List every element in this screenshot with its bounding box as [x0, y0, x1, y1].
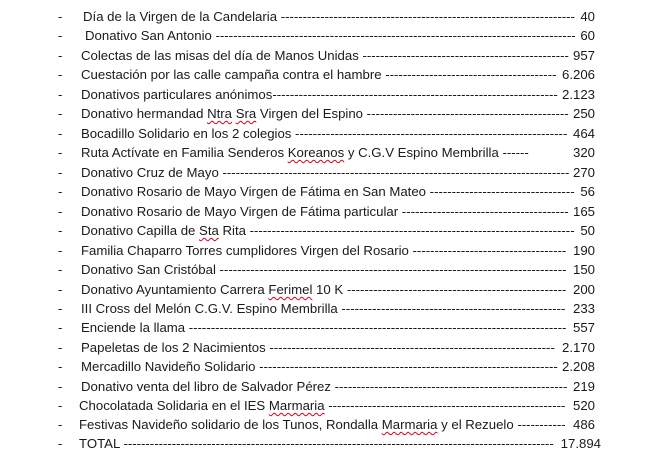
bullet: -	[58, 398, 63, 413]
bullet: -	[58, 282, 63, 297]
item-amount: 320	[572, 145, 595, 160]
bullet: -	[58, 301, 63, 316]
list-item	[0, 280, 656, 299]
item-amount: 486	[572, 417, 595, 432]
item-label: Donativo Cruz de Mayo -------------------------------------------------------------------------------	[81, 165, 570, 180]
item-label: Donativo Rosario de Mayo Virgen de Fátima particular --------------------------------------	[81, 204, 569, 219]
item-label: Colectas de las misas del día de Manos Unidas -----------------------------------------------	[81, 48, 569, 63]
item-amount: 233	[572, 301, 595, 316]
bullet: -	[58, 204, 63, 219]
list-item	[0, 202, 656, 221]
item-label: Festivas Navideño solidario de los Tunos, Rondalla Marmaria y el Rezuelo -----------	[79, 417, 566, 432]
bullet: -	[58, 243, 63, 258]
item-amount: 557	[572, 320, 595, 335]
item-label: Ruta Actívate en Familia Senderos Koreanos y C.G.V Espino Membrilla ------	[81, 145, 529, 160]
item-amount: 2.208	[561, 359, 595, 374]
bullet: -	[58, 9, 63, 24]
bullet: -	[58, 184, 63, 199]
item-label: Día de la Virgen de la Candelaria -------------------------------------------------------------------	[83, 9, 575, 24]
item-amount: 2.123	[561, 87, 595, 102]
bullet: -	[58, 48, 63, 63]
item-amount: 219	[572, 379, 595, 394]
bullet: -	[58, 379, 63, 394]
total-amount: 17.894	[560, 436, 601, 451]
item-label: Enciende la llama --------------------------------------------------------------------------------------	[81, 320, 567, 335]
list-item	[0, 357, 656, 376]
bullet: -	[58, 436, 63, 451]
item-amount: 520	[572, 398, 595, 413]
item-label: Donativo venta del libro de Salvador Pérez -----------------------------------------------------	[81, 379, 568, 394]
item-amount: 2.170	[561, 340, 595, 355]
item-amount: 40	[580, 9, 595, 24]
item-label: Donativos particulares anónimos-----------------------------------------------------------------	[81, 87, 558, 102]
bullet: -	[58, 359, 63, 374]
item-label: Donativo Capilla de Sta Rita --------------------------------------------------------------------------	[81, 223, 575, 238]
item-amount: 250	[572, 106, 595, 121]
list-item	[0, 221, 656, 240]
item-label: Donativo Ayuntamiento Carrera Ferimel 10 K --------------------------------------------------	[81, 282, 567, 297]
list-item	[0, 46, 656, 65]
item-label: Donativo San Cristóbal -------------------------------------------------------------------------------	[81, 262, 567, 277]
item-label: Mercadillo Navideño Solidario --------------------------------------------------------------------	[81, 359, 558, 374]
item-amount: 56	[580, 184, 595, 199]
item-label: Familia Chaparro Torres cumplidores Virgen del Rosario -----------------------------------	[81, 243, 567, 258]
item-label: Donativo San Antonio ----------------------------------------------------------------------------------	[85, 28, 576, 43]
list-item	[0, 338, 656, 357]
list-item	[0, 396, 656, 415]
list-item	[0, 124, 656, 143]
item-amount: 150	[572, 262, 595, 277]
bullet: -	[58, 67, 63, 82]
list-item	[0, 85, 656, 104]
list-item	[0, 318, 656, 337]
list-item	[0, 26, 656, 45]
list-item	[0, 7, 656, 26]
item-amount: 200	[572, 282, 595, 297]
bullet: -	[58, 28, 63, 43]
list-item	[0, 260, 656, 279]
item-label: Donativo Rosario de Mayo Virgen de Fátima en San Mateo ---------------------------------	[81, 184, 575, 199]
item-amount: 464	[572, 126, 595, 141]
list-item	[0, 299, 656, 318]
item-amount: 270	[572, 165, 595, 180]
item-amount: 50	[580, 223, 595, 238]
total-label: TOTAL --------------------------------------------------------------------------------------------------	[79, 436, 554, 451]
list-item	[0, 415, 656, 434]
list-item	[0, 182, 656, 201]
list-item	[0, 377, 656, 396]
total-row	[0, 434, 656, 453]
list-item	[0, 104, 656, 123]
item-amount: 190	[572, 243, 595, 258]
list-item	[0, 241, 656, 260]
item-label: III Cross del Melón C.G.V. Espino Membrilla ---------------------------------------------------	[81, 301, 566, 316]
bullet: -	[58, 165, 63, 180]
bullet: -	[58, 417, 63, 432]
item-label: Papeletas de los 2 Nacimientos -----------------------------------------------------------------	[81, 340, 555, 355]
bullet: -	[58, 262, 63, 277]
item-label: Cuestación por las calle campaña contra el hambre ---------------------------------------	[81, 67, 557, 82]
item-amount: 60	[580, 28, 595, 43]
item-amount: 6.206	[561, 67, 595, 82]
item-amount: 957	[572, 48, 595, 63]
bullet: -	[58, 106, 63, 121]
bullet: -	[58, 223, 63, 238]
item-label: Donativo hermandad Ntra Sra Virgen del Espino ----------------------------------------------	[81, 106, 569, 121]
list-item	[0, 143, 656, 162]
list-item	[0, 163, 656, 182]
bullet: -	[58, 320, 63, 335]
bullet: -	[58, 87, 63, 102]
item-amount: 165	[572, 204, 595, 219]
item-label: Bocadillo Solidario en los 2 colegios --------------------------------------------------------------	[81, 126, 568, 141]
item-label: Chocolatada Solidaria en el IES Marmaria ------------------------------------------------------	[79, 398, 566, 413]
bullet: -	[58, 126, 63, 141]
bullet: -	[58, 340, 63, 355]
bullet: -	[58, 145, 63, 160]
list-item	[0, 65, 656, 84]
